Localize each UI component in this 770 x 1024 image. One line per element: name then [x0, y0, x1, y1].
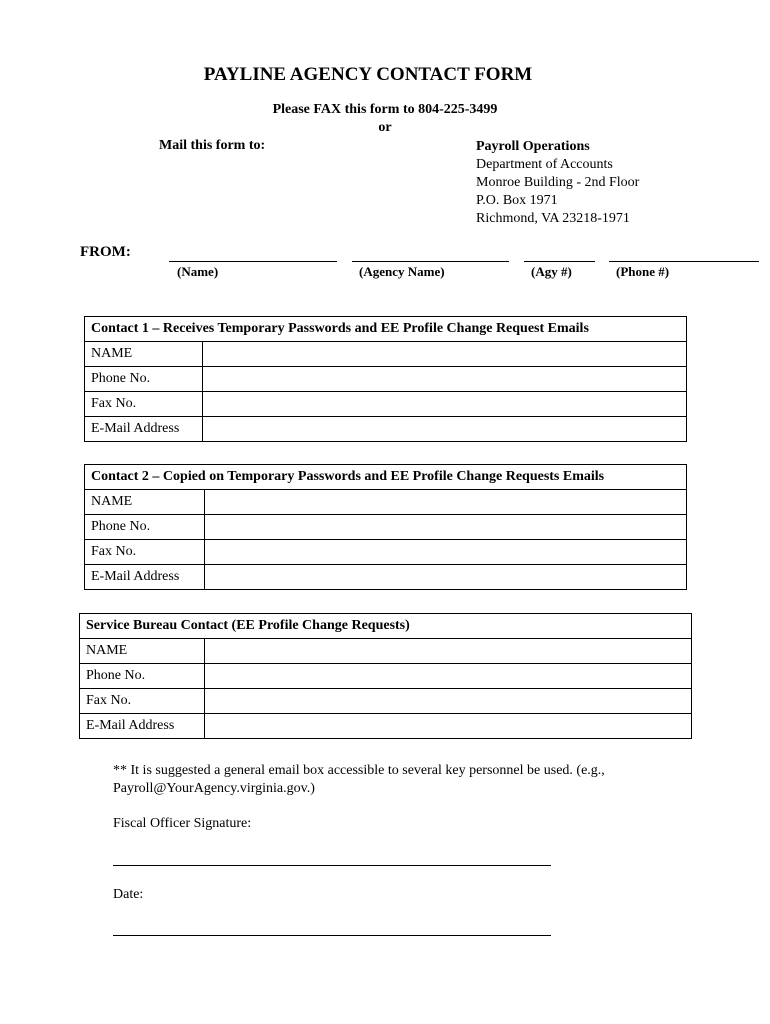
- from-agency-label: (Agency Name): [359, 264, 445, 279]
- contact2-title: Contact 2 – Copied on Temporary Passwords and EE Profile Change Requests Emails: [85, 465, 687, 490]
- form-title: PAYLINE AGENCY CONTACT FORM: [203, 64, 533, 85]
- service-phone-label: Phone No.: [80, 664, 205, 689]
- from-agy-field[interactable]: [524, 261, 595, 262]
- contact1-phone-input[interactable]: [203, 367, 687, 392]
- from-agency-field[interactable]: [352, 261, 509, 262]
- contact1-name-label: NAME: [85, 342, 203, 367]
- email-suggestion-note: ** It is suggested a general email box accessible to several key personnel be used. (e.g., Payroll@YourAgency.virginia.gov.): [113, 763, 605, 796]
- address-line-1: Payroll Operations: [476, 139, 590, 154]
- service-bureau-table: [79, 613, 692, 739]
- service-name-label: NAME: [80, 639, 205, 664]
- from-name-field[interactable]: [169, 261, 337, 262]
- contact2-email-input[interactable]: [205, 565, 687, 590]
- contact1-title: Contact 1 – Receives Temporary Passwords and EE Profile Change Request Emails: [85, 317, 687, 342]
- contact2-fax-label: Fax No.: [85, 540, 205, 565]
- contact1-email-label: E-Mail Address: [85, 417, 203, 442]
- contact2-fax-input[interactable]: [205, 540, 687, 565]
- service-email-input[interactable]: [205, 714, 692, 739]
- contact2-email-label: E-Mail Address: [85, 565, 205, 590]
- contact2-table: [84, 464, 687, 590]
- service-fax-label: Fax No.: [80, 689, 205, 714]
- or-text: or: [378, 120, 392, 135]
- from-phone-field[interactable]: [609, 261, 759, 262]
- fax-instruction: Please FAX this form to 804-225-3499: [272, 102, 498, 117]
- contact2-phone-input[interactable]: [205, 515, 687, 540]
- service-fax-input[interactable]: [205, 689, 692, 714]
- address-line-3: Monroe Building - 2nd Floor: [476, 175, 640, 190]
- contact1-fax-label: Fax No.: [85, 392, 203, 417]
- contact1-email-input[interactable]: [203, 417, 687, 442]
- date-line[interactable]: [113, 935, 551, 936]
- from-agy-label: (Agy #): [531, 264, 572, 279]
- from-name-label: (Name): [177, 264, 219, 279]
- address-line-2: Department of Accounts: [476, 157, 613, 172]
- service-phone-input[interactable]: [205, 664, 692, 689]
- contact2-name-label: NAME: [85, 490, 205, 515]
- mailing-address: [476, 138, 639, 228]
- address-line-4: P.O. Box 1971: [476, 193, 558, 208]
- service-title: Service Bureau Contact (EE Profile Change Requests): [80, 614, 692, 639]
- contact2-phone-label: Phone No.: [85, 515, 205, 540]
- contact2-name-input[interactable]: [205, 490, 687, 515]
- service-email-label: E-Mail Address: [80, 714, 205, 739]
- mail-label: Mail this form to:: [159, 138, 266, 153]
- from-label: FROM:: [80, 244, 131, 260]
- contact1-table: [84, 316, 687, 442]
- date-label: Date:: [113, 887, 144, 902]
- contact1-phone-label: Phone No.: [85, 367, 203, 392]
- contact1-name-input[interactable]: [203, 342, 687, 367]
- signature-label: Fiscal Officer Signature:: [113, 816, 252, 831]
- service-name-input[interactable]: [205, 639, 692, 664]
- signature-line[interactable]: [113, 865, 551, 866]
- from-phone-label: (Phone #): [616, 264, 670, 279]
- address-line-5: Richmond, VA 23218-1971: [476, 211, 630, 226]
- contact1-fax-input[interactable]: [203, 392, 687, 417]
